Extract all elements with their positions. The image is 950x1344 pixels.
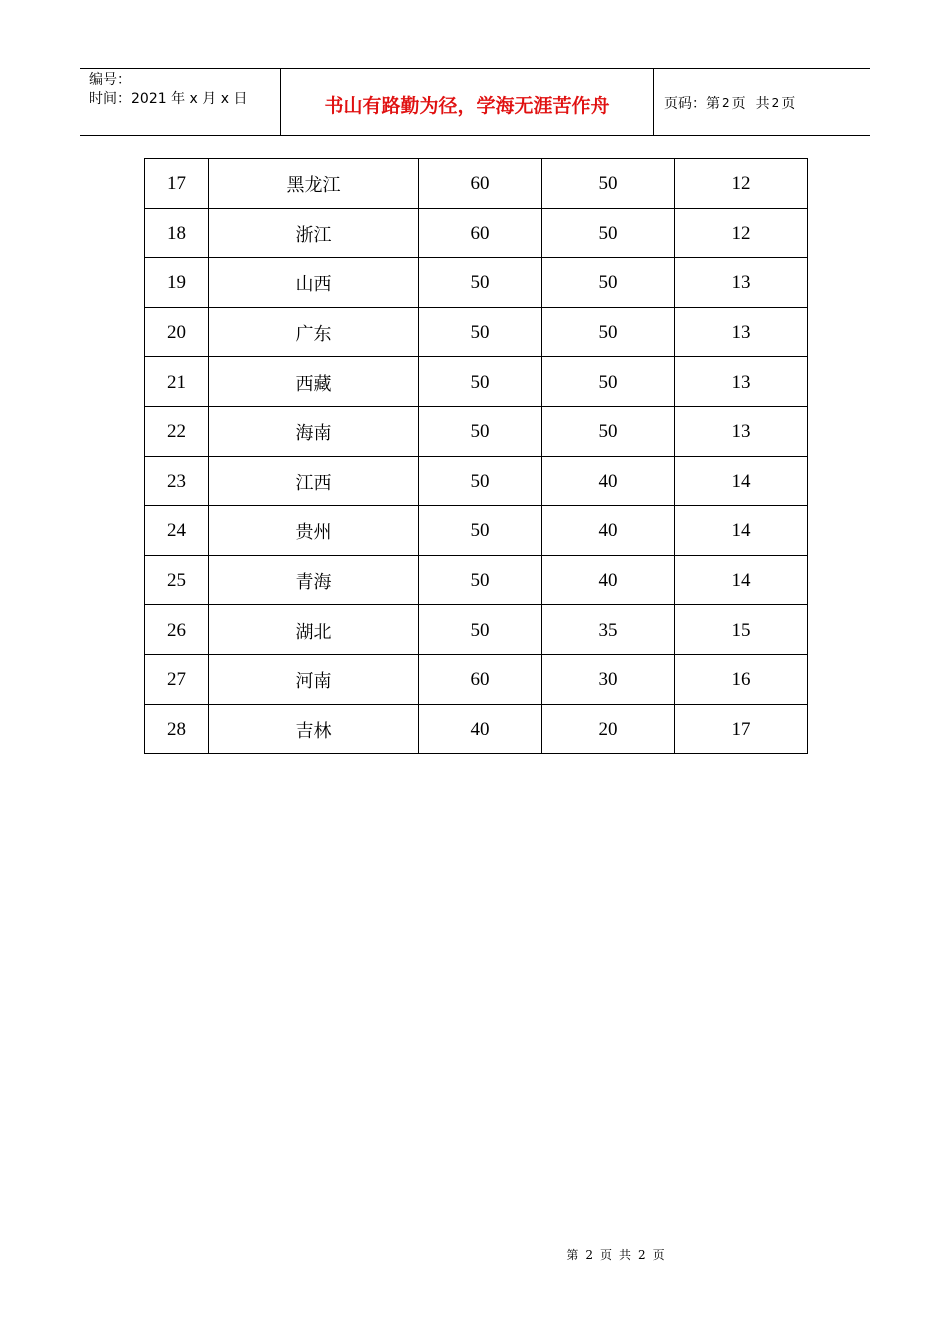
value-b-cell: 50	[542, 406, 675, 456]
footer-page-unit: 页	[599, 1248, 613, 1262]
rank-cell: 14	[675, 506, 808, 556]
table-row	[145, 258, 808, 308]
table-row	[145, 456, 808, 506]
value-a-cell: 50	[419, 357, 542, 407]
value-a-cell: 50	[419, 406, 542, 456]
header-motto: 书山有路勤为径，学海无涯苦作舟	[281, 69, 654, 135]
province-cell: 江西	[209, 456, 419, 506]
header-page-current: 2	[722, 96, 730, 110]
table-row	[145, 605, 808, 655]
value-b-cell: 30	[542, 654, 675, 704]
footer-total-prefix: 共	[619, 1248, 633, 1262]
value-b-cell: 50	[542, 258, 675, 308]
document-number-label: 编号：	[89, 72, 131, 88]
province-cell: 西藏	[209, 357, 419, 407]
row-number-cell: 21	[145, 357, 209, 407]
value-a-cell: 60	[419, 159, 542, 209]
province-cell: 海南	[209, 406, 419, 456]
value-b-cell: 40	[542, 456, 675, 506]
row-number-cell: 22	[145, 406, 209, 456]
value-b-cell: 50	[542, 159, 675, 209]
footer-page-prefix: 第	[566, 1248, 580, 1262]
header-page-unit: 页	[731, 96, 746, 112]
header-page-indicator	[654, 69, 870, 135]
value-a-cell: 50	[419, 307, 542, 357]
province-cell: 贵州	[209, 506, 419, 556]
table-row	[145, 357, 808, 407]
province-cell: 山西	[209, 258, 419, 308]
value-b-cell: 40	[542, 555, 675, 605]
value-a-cell: 50	[419, 555, 542, 605]
value-a-cell: 50	[419, 605, 542, 655]
value-b-cell: 50	[542, 208, 675, 258]
table-row	[145, 159, 808, 209]
value-a-cell: 50	[419, 258, 542, 308]
row-number-cell: 18	[145, 208, 209, 258]
value-b-cell: 40	[542, 506, 675, 556]
row-number-cell: 19	[145, 258, 209, 308]
data-table	[144, 158, 808, 754]
table-row	[145, 704, 808, 754]
province-cell: 浙江	[209, 208, 419, 258]
header-total-prefix: 共	[755, 96, 770, 112]
table-row	[145, 406, 808, 456]
value-b-cell: 50	[542, 307, 675, 357]
footer-page-current: 2	[585, 1248, 594, 1262]
rank-cell: 12	[675, 159, 808, 209]
page-header	[80, 68, 870, 136]
table-row	[145, 555, 808, 605]
province-cell: 黑龙江	[209, 159, 419, 209]
rank-cell: 12	[675, 208, 808, 258]
value-b-cell: 20	[542, 704, 675, 754]
row-number-cell: 28	[145, 704, 209, 754]
rank-cell: 17	[675, 704, 808, 754]
row-number-cell: 26	[145, 605, 209, 655]
province-cell: 吉林	[209, 704, 419, 754]
value-b-cell: 35	[542, 605, 675, 655]
row-number-cell: 17	[145, 159, 209, 209]
province-cell: 广东	[209, 307, 419, 357]
value-b-cell: 50	[542, 357, 675, 407]
province-cell: 河南	[209, 654, 419, 704]
row-number-cell: 25	[145, 555, 209, 605]
page-footer	[0, 1246, 950, 1263]
rank-cell: 14	[675, 456, 808, 506]
rank-cell: 13	[675, 357, 808, 407]
footer-page-total: 2	[638, 1248, 647, 1262]
row-number-cell: 27	[145, 654, 209, 704]
row-number-cell: 23	[145, 456, 209, 506]
rank-cell: 14	[675, 555, 808, 605]
rank-cell: 13	[675, 307, 808, 357]
table-row	[145, 307, 808, 357]
value-a-cell: 50	[419, 456, 542, 506]
table-row	[145, 654, 808, 704]
header-info	[80, 69, 281, 135]
value-a-cell: 60	[419, 208, 542, 258]
rank-cell: 13	[675, 258, 808, 308]
rank-cell: 15	[675, 605, 808, 655]
footer-total-unit: 页	[652, 1248, 666, 1262]
value-a-cell: 50	[419, 506, 542, 556]
rank-cell: 13	[675, 406, 808, 456]
row-number-cell: 20	[145, 307, 209, 357]
value-a-cell: 60	[419, 654, 542, 704]
table-row	[145, 506, 808, 556]
province-cell: 青海	[209, 555, 419, 605]
document-time-label: 时间：2021 年 x 月 x 日	[89, 91, 248, 107]
rank-cell: 16	[675, 654, 808, 704]
row-number-cell: 24	[145, 506, 209, 556]
table-row	[145, 208, 808, 258]
header-page-prefix: 页码：第	[664, 96, 720, 112]
value-a-cell: 40	[419, 704, 542, 754]
header-total-unit: 页	[781, 96, 796, 112]
province-cell: 湖北	[209, 605, 419, 655]
header-page-total: 2	[771, 96, 780, 110]
